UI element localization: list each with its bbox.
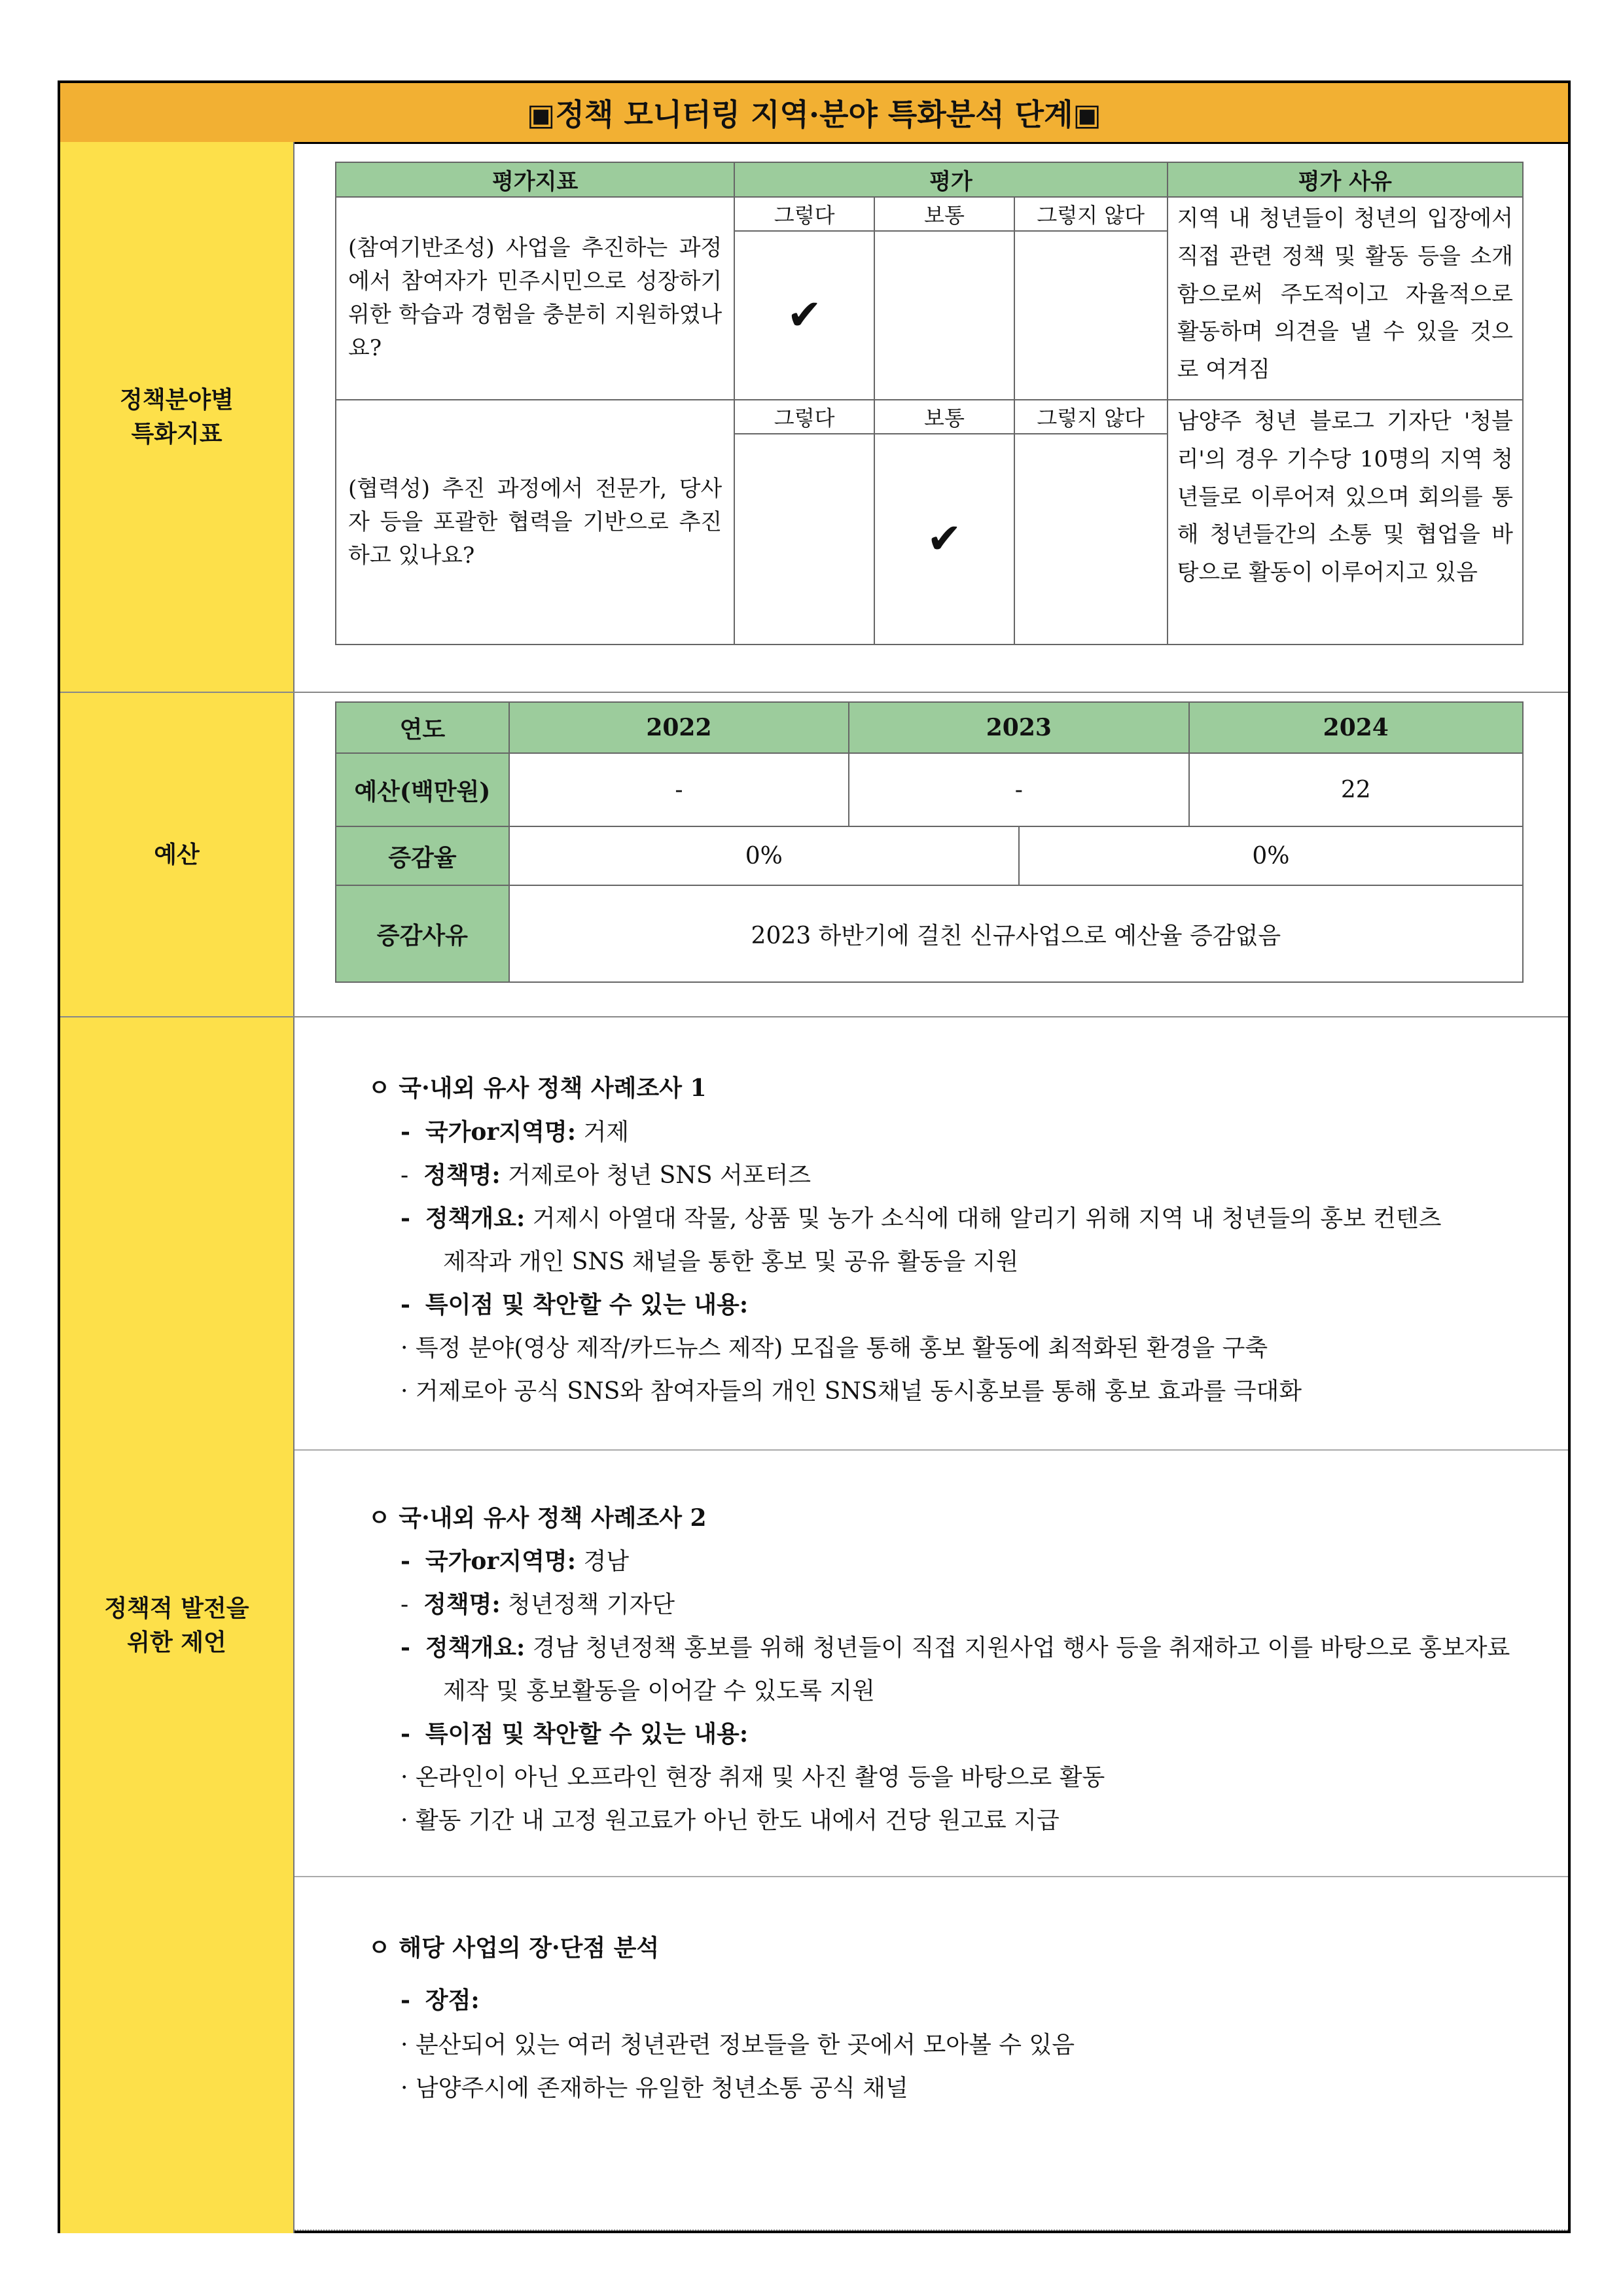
- budget-label: 예산(백만원): [336, 753, 509, 826]
- dash: -: [401, 1987, 410, 2014]
- check-cell-1-yes: [734, 231, 874, 400]
- dash: -: [401, 1162, 409, 1189]
- case2-region: 경남: [583, 1548, 630, 1575]
- rate-label: 증감율: [336, 826, 509, 885]
- case2-point-1: · 온라인이 아닌 오프라인 현장 취재 및 사진 촬영 등을 바탕으로 활동: [401, 1764, 1105, 1791]
- analysis-heading: ㅇ 해당 사업의 장·단점 분석: [368, 1934, 660, 1962]
- check-cell-1-no: [1014, 231, 1168, 400]
- dash: -: [401, 1291, 410, 1318]
- question-1: (참여기반조성) 사업을 추진하는 과정에서 참여자가 민주시민으로 성장하기 위한 학습과 경험을 충분히 지원하였나요?: [336, 197, 734, 400]
- budget-2022: -: [509, 753, 849, 826]
- rate-1: 0%: [509, 826, 1019, 885]
- pros-cons-analysis: [312, 1877, 1556, 2231]
- question-2: (협력성) 추진 과정에서 전문가, 당사자 등을 포괄한 협력을 기반으로 추진하고 있나요?: [336, 400, 734, 645]
- check-cell-2-no: [1014, 434, 1168, 645]
- option-yes: 그렇다: [734, 400, 874, 434]
- reason-label: 증감사유: [336, 885, 509, 982]
- case1-heading: ㅇ 국·내외 유사 정책 사례조사 1: [368, 1074, 707, 1102]
- case1-point-2: · 거제로아 공식 SNS와 참여자들의 개인 SNS채널 동시홍보를 통해 홍보 효과를 극대화: [401, 1378, 1302, 1405]
- case2-point-2: · 활동 기간 내 고정 원고료가 아닌 한도 내에서 건당 원고료 지급: [401, 1807, 1060, 1834]
- check-cell-1-neutral: [874, 231, 1014, 400]
- case1-points-label: 특이점 및 착안할 수 있는 내용:: [425, 1291, 749, 1318]
- divider: [294, 2229, 1568, 2231]
- dash: -: [401, 1118, 410, 1146]
- budget-2024: 22: [1189, 753, 1523, 826]
- option-no: 그렇지 않다: [1014, 197, 1168, 231]
- reason-1: 지역 내 청년들이 청년의 입장에서 직접 관련 정책 및 활동 등을 소개함으로써 주도적이고 자율적으로 활동하며 의견을 낼 수 있을 것으로 여겨짐: [1168, 197, 1523, 400]
- case1-name-label: 정책명:: [423, 1161, 501, 1189]
- case2-summary-1: 경남 청년정책 홍보를 위해 청년들이 직접 지원사업 행사 등을 취재하고 이를 바탕으로 홍보자료: [532, 1634, 1510, 1661]
- label-indicators: 정책분야별 특화지표: [60, 142, 294, 692]
- case2-heading: ㅇ 국·내외 유사 정책 사례조사 2: [368, 1504, 707, 1532]
- document-frame: [58, 80, 1571, 2233]
- dash: -: [401, 1591, 409, 1618]
- reason-2: 남양주 청년 블로그 기자단 '청블리'의 경우 기수당 10명의 지역 청년들로 이루어져 있으며 회의를 통해 청년들간의 소통 및 협업을 바탕으로 활동이 이루어지고 있음: [1168, 400, 1523, 645]
- check-cell-2-yes: [734, 434, 874, 645]
- case1-summary-1: 거제시 아열대 작물, 상품 및 농가 소식에 대해 알리기 위해 지역 내 청년들의 홍보 컨텐츠: [532, 1205, 1442, 1232]
- label-budget: 예산: [60, 693, 294, 1016]
- year-2024: 2024: [1189, 702, 1523, 753]
- dash: -: [401, 1634, 410, 1661]
- page-title: ▣정책 모니터링 지역·분야 특화분석 단계▣: [60, 83, 1568, 144]
- case2-points-label: 특이점 및 착안할 수 있는 내용:: [425, 1720, 749, 1748]
- evaluation-table: [335, 162, 1524, 645]
- case1-summary-label: 정책개요:: [425, 1205, 526, 1232]
- label-proposal: 정책적 발전을 위한 제언: [60, 1017, 294, 2233]
- case-study-2: [312, 1451, 1556, 1876]
- header-indicator: 평가지표: [336, 162, 734, 197]
- year-2022: 2022: [509, 702, 849, 753]
- rate-2: 0%: [1019, 826, 1523, 885]
- dash: -: [401, 1205, 410, 1232]
- case1-summary-2: 제작과 개인 SNS 채널을 통한 홍보 및 공유 활동을 지원: [443, 1248, 1019, 1275]
- year-2023: 2023: [849, 702, 1188, 753]
- header-evaluation: 평가: [734, 162, 1167, 197]
- option-neutral: 보통: [874, 400, 1014, 434]
- case2-name: 청년정책 기자단: [508, 1591, 675, 1618]
- header-reason: 평가 사유: [1168, 162, 1523, 197]
- budget-2023: -: [849, 753, 1188, 826]
- case2-name-label: 정책명:: [423, 1591, 501, 1618]
- dash: -: [401, 1547, 410, 1575]
- merits-label: 장점:: [425, 1987, 480, 2014]
- option-neutral: 보통: [874, 197, 1014, 231]
- case1-region-label: 국가or지역명:: [425, 1118, 576, 1146]
- check-mark-icon: ✔: [927, 515, 962, 563]
- merit-1: · 분산되어 있는 여러 청년관련 정보들을 한 곳에서 모아볼 수 있음: [401, 2032, 1075, 2058]
- budget-table: [335, 701, 1524, 983]
- case2-summary-label: 정책개요:: [425, 1634, 526, 1661]
- check-mark-icon: ✔: [787, 291, 822, 340]
- case1-region: 거제: [583, 1119, 630, 1146]
- case1-point-1: · 특정 분야(영상 제작/카드뉴스 제작) 모집을 통해 홍보 활동에 최적화된 환경을 구축: [401, 1335, 1268, 1362]
- option-yes: 그렇다: [734, 197, 874, 231]
- option-no: 그렇지 않다: [1014, 400, 1168, 434]
- case2-region-label: 국가or지역명:: [425, 1547, 576, 1575]
- year-label: 연도: [336, 702, 509, 753]
- check-cell-2-neutral: [874, 434, 1014, 645]
- dash: -: [401, 1720, 410, 1748]
- merit-2: · 남양주시에 존재하는 유일한 청년소통 공식 채널: [401, 2075, 908, 2102]
- case-study-1: [312, 1017, 1556, 1449]
- case1-name: 거제로아 청년 SNS 서포터즈: [508, 1162, 812, 1189]
- budget-reason: 2023 하반기에 걸친 신규사업으로 예산율 증감없음: [509, 885, 1523, 982]
- case2-summary-2: 제작 및 홍보활동을 이어갈 수 있도록 지원: [443, 1678, 875, 1704]
